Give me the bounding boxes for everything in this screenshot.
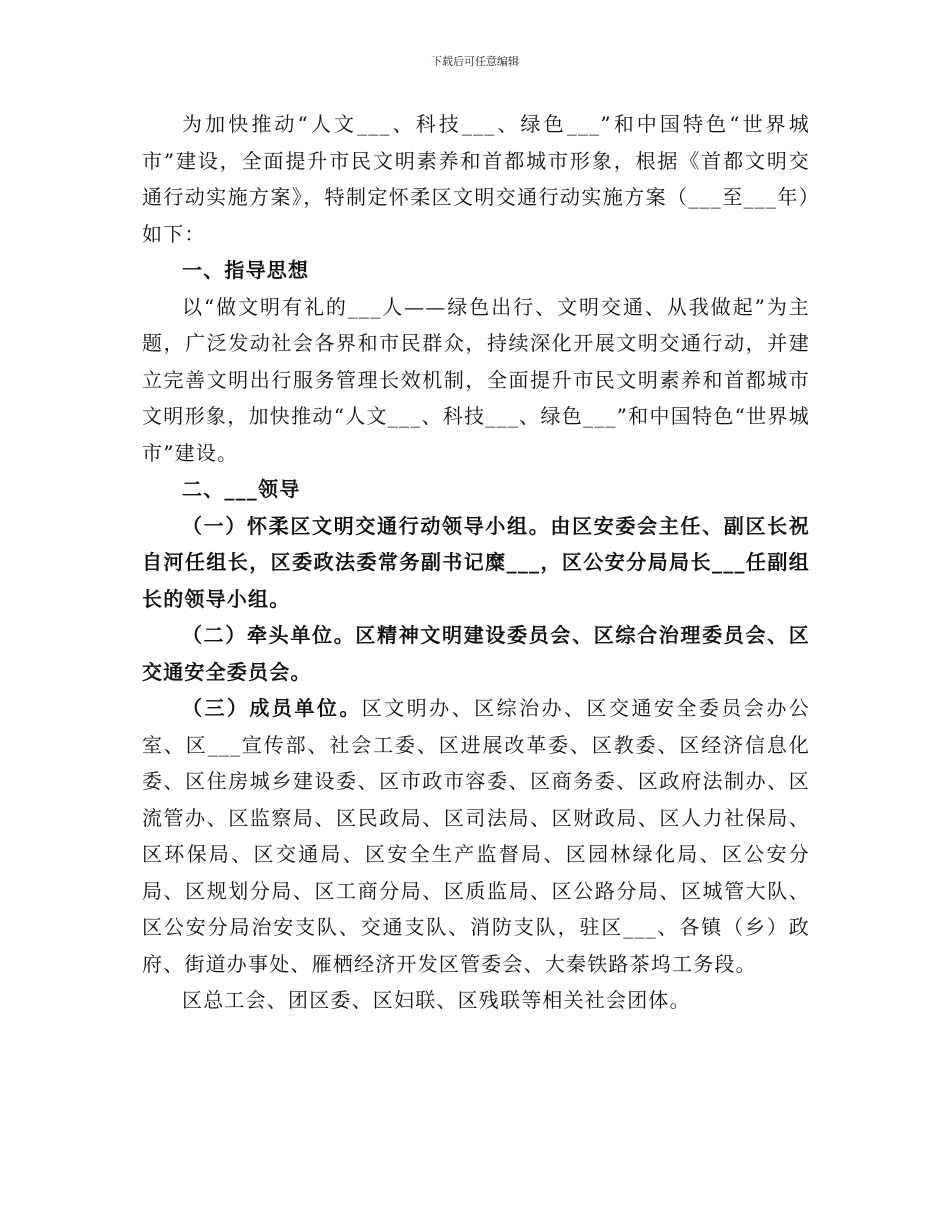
social-groups-paragraph: 区总工会、团区委、区妇联、区残联等相关社会团体。 (182, 988, 691, 1012)
guiding-ideology-paragraph: 以“做文明有礼的___人——绿色出行、文明交通、从我做起”为主题，广泛发动社会各界和市民群众，持续深化开展文明交通行动，并建立完善文明出行服务管理长效机制，全面提升市民文明素养和首都城市文明形象，加快推动“人文___、科技___、绿色___”和中国特色“世界城市”建设。 (142, 294, 810, 465)
document-body (142, 106, 810, 1019)
lead-units-paragraph: （二）牵头单位。区精神文明建设委员会、区综合治理委员会、区交通安全委员会。 (142, 623, 810, 684)
member-units-list: 区文明办、区综治办、区交通安全委员会办公室、区___宣传部、社会工委、区进展改革委、区教委、区经济信息化委、区住房城乡建设委、区市政市容委、区商务委、区政府法制办、区流管办、区监察局、区民政局、区司法局、区财政局、区人力社保局、区环保局、区交通局、区安全生产监督局、区园林绿化局、区公安分局、区规划分局、区工商分局、区质监局、区公路分局、区城管大队、区公安分局治安支队、交通支队、消防支队，驻区___、各镇（乡）政府、街道办事处、雁栖经济开发区管委会、大秦铁路茶坞工务段。 (142, 696, 810, 976)
member-units-label: （三）成员单位。 (182, 696, 362, 720)
intro-paragraph: 为加快推动“人文___、科技___、绿色___”和中国特色“世界城市”建设，全面提升市民文明素养和首都城市形象，根据《首都文明交通行动实施方案》，特制定怀柔区文明交通行动实施方案（___至___年）如下： (142, 112, 810, 246)
member-units-paragraph (142, 690, 810, 982)
section-heading-leadership: 二、___领导 (182, 477, 301, 501)
section-heading-guiding-ideology: 一、指导思想 (182, 258, 310, 282)
page-header: 下载后可任意编辑 (431, 55, 519, 68)
leading-group-paragraph: （一）怀柔区文明交通行动领导小组。由区安委会主任、副区长祝自河任组长，区委政法委常务副书记糜___，区公安分局局长___任副组长的领导小组。 (142, 513, 810, 611)
